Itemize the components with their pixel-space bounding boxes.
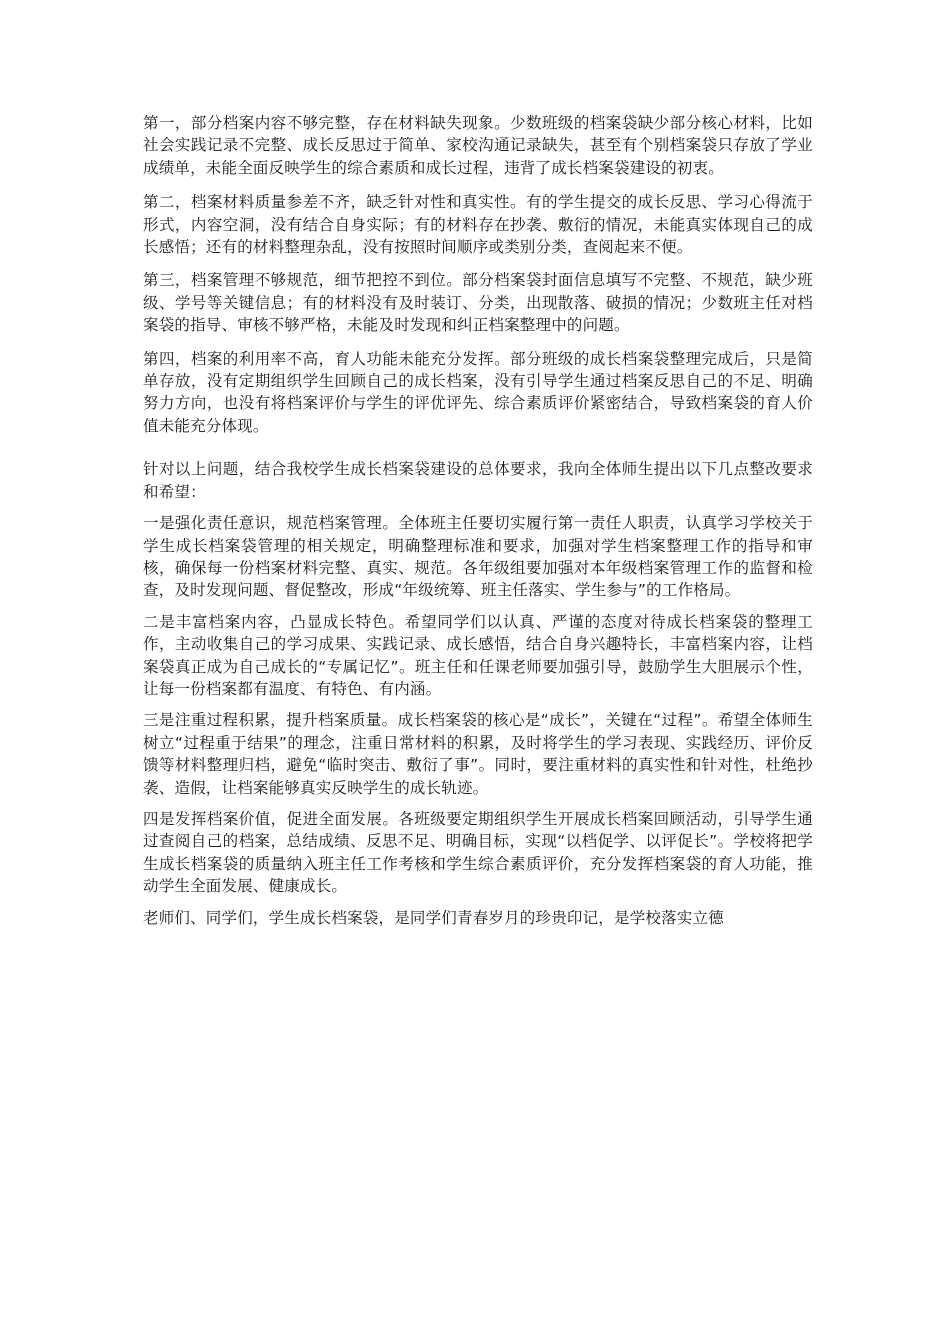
paragraph-issue-2: 第二，档案材料质量参差不齐，缺乏针对性和真实性。有的学生提交的成长反思、学习心得流于形式，内容空洞，没有结合自身实际；有的材料存在抄袭、敷衍的情况，未能真实体现自己的成长感悟；还有的材料整理杂乱，没有按照时间顺序或类别分类，查阅起来不便。 [143, 193, 813, 257]
document-body [143, 112, 813, 929]
paragraph-closing: 老师们、同学们，学生成长档案袋，是同学们青春岁月的珍贵印记，是学校落实立德 [143, 908, 724, 927]
paragraph-issue-1: 第一，部分档案内容不够完整，存在材料缺失现象。少数班级的档案袋缺少部分核心材料，比如社会实践记录不完整、成长反思过于简单、家校沟通记录缺失，甚至有个别档案袋只存放了学业成绩单，未能全面反映学生的综合素质和成长过程，违背了成长档案袋建设的初衷。 [143, 114, 813, 177]
paragraph-requirement-3: 三是注重过程积累，提升档案质量。成长档案袋的核心是“成长”，关键在“过程”。希望全体师生树立“过程重于结果”的理念，注重日常材料的积累，及时将学生的学习表现、实践经历、评价反馈等材料整理归档，避免“临时突击、敷衍了事”。同时，要注重材料的真实性和针对性，杜绝抄袭、造假，让档案能够真实反映学生的成长轨迹。 [143, 711, 813, 797]
paragraph-requirement-2: 二是丰富档案内容，凸显成长特色。希望同学们以认真、严谨的态度对待成长档案袋的整理工作，主动收集自己的学习成果、实践记录、成长感悟，结合自身兴趣特长，丰富档案内容，让档案袋真正成为自己成长的“专属记忆”。班主任和任课老师要加强引导，鼓励学生大胆展示个性，让每一份档案都有温度、有特色、有内涵。 [143, 612, 813, 698]
paragraph-intro-requirements: 针对以上问题，结合我校学生成长档案袋建设的总体要求，我向全体师生提出以下几点整改要求和希望： [143, 460, 813, 501]
paragraph-requirement-1: 一是强化责任意识，规范档案管理。全体班主任要切实履行第一责任人职责，认真学习学校关于学生成长档案袋管理的相关规定，明确整理标准和要求，加强对学生档案整理工作的指导和审核，确保每一份档案材料完整、真实、规范。各年级组要加强对本年级档案管理工作的监督和检查，及时发现问题、督促整改，形成“年级统筹、班主任落实、学生参与”的工作格局。 [143, 514, 813, 600]
paragraph-issue-4: 第四，档案的利用率不高，育人功能未能充分发挥。部分班级的成长档案袋整理完成后，只是简单存放，没有定期组织学生回顾自己的成长档案，没有引导学生通过档案反思自己的不足、明确努力方向，也没有将档案评价与学生的评优评先、综合素质评价紧密结合，导致档案袋的育人价值未能充分体现。 [143, 349, 813, 435]
paragraph-requirement-4: 四是发挥档案价值，促进全面发展。各班级要定期组织学生开展成长档案回顾活动，引导学生通过查阅自己的档案，总结成绩、反思不足、明确目标，实现“以档促学、以评促长”。学校将把学生成长档案袋的质量纳入班主任工作考核和学生综合素质评价，充分发挥档案袋的育人功能，推动学生全面发展、健康成长。 [143, 809, 813, 896]
paragraph-issue-3: 第三，档案管理不够规范，细节把控不到位。部分档案袋封面信息填写不完整、不规范，缺少班级、学号等关键信息；有的材料没有及时装订、分类，出现散落、破损的情况；少数班主任对档案袋的指导、审核不够严格，未能及时发现和纠正档案整理中的问题。 [143, 271, 813, 335]
